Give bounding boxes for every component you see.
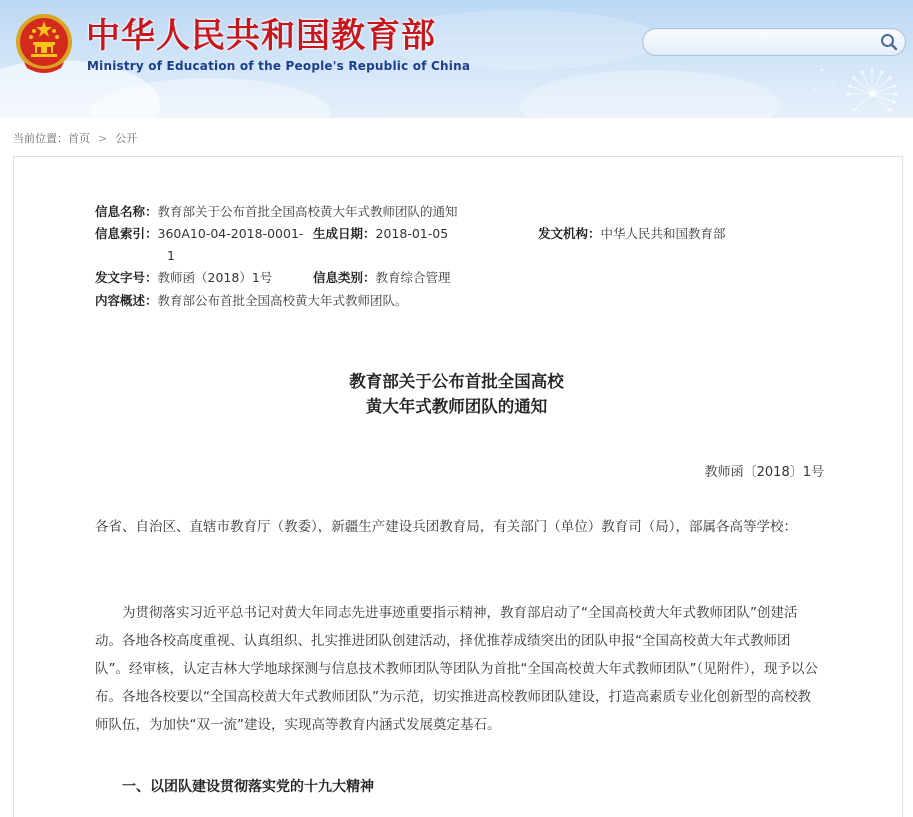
meta-label: 发文机构： bbox=[538, 226, 601, 241]
document-number: 教师函〔2018〕1号 bbox=[704, 465, 824, 480]
site-subtitle: Ministry of Education of the People's Republic of China bbox=[87, 59, 471, 73]
section-heading: 一、以团队建设贯彻落实党的十九大精神 bbox=[122, 779, 374, 795]
search-icon[interactable] bbox=[879, 32, 899, 52]
dandelion-decoration bbox=[802, 60, 912, 118]
document-title-line2: 黄大年式教师团队的通知 bbox=[365, 397, 548, 416]
document-title-line1: 教育部关于公布首批全国高校 bbox=[349, 372, 564, 391]
site-header bbox=[0, 0, 913, 118]
breadcrumb-prefix: 当前位置： bbox=[13, 132, 68, 145]
breadcrumb-separator: > bbox=[98, 132, 108, 145]
meta-value: 教育部公布首批全国高校黄大年式教师团队。 bbox=[157, 293, 408, 308]
meta-label: 信息名称： bbox=[95, 204, 158, 219]
breadcrumb-current-link[interactable]: 公开 bbox=[115, 132, 138, 145]
national-emblem-icon[interactable] bbox=[14, 12, 74, 76]
meta-value: 教育部关于公布首批全国高校黄大年式教师团队的通知 bbox=[157, 204, 458, 219]
meta-info-index-cont: 1 bbox=[167, 248, 175, 263]
meta-info-type bbox=[313, 267, 451, 289]
cloud-decoration bbox=[520, 70, 780, 118]
breadcrumb bbox=[13, 130, 137, 146]
body-paragraph: 为贯彻落实习近平总书记对黄大年同志先进事迹重要指示精神，教育部启动了“全国高校黄大年式教师团队”创建活动。各地各校高度重视、认真组织、扎实推进团队创建活动，择优推荐成绩突出的团队申报“全国高校黄大年式教师团队”。经审核，认定吉林大学地球探测与信息技术教师团队等团队为首批“全国高校黄大年式教师团队”（见附件），现予以公布。各地各校要以“全国高校黄大年式教师团队”为示范，切实推进高校教师团队建设，打造高素质专业化创新型的高校教师队伍，为加快“双一流”建设，实现高等教育内涵式发展奠定基石。 bbox=[95, 605, 818, 733]
meta-info-org bbox=[538, 223, 726, 245]
meta-value: 教育综合管理 bbox=[375, 270, 451, 285]
meta-info-summary bbox=[95, 290, 408, 312]
meta-label: 信息索引： bbox=[95, 226, 158, 241]
meta-label: 内容概述： bbox=[95, 293, 158, 308]
meta-info-date bbox=[313, 223, 448, 245]
search-box[interactable] bbox=[642, 28, 906, 56]
search-input[interactable] bbox=[655, 32, 871, 54]
meta-info-index bbox=[95, 223, 303, 245]
salutation: 各省、自治区、直辖市教育厅（教委），新疆生产建设兵团教育局，有关部门（单位）教育司（局），部属各高等学校： bbox=[95, 519, 797, 535]
meta-value: 2018-01-05 bbox=[375, 226, 449, 241]
meta-label: 生成日期： bbox=[313, 226, 376, 241]
meta-value: 360A10-04-2018-0001- bbox=[157, 226, 304, 241]
meta-info-name bbox=[95, 201, 458, 223]
breadcrumb-home-link[interactable]: 首页 bbox=[68, 132, 90, 145]
meta-value: 教师函（2018）1号 bbox=[157, 270, 273, 285]
site-title: 中华人民共和国教育部 bbox=[86, 16, 436, 56]
meta-info-docno bbox=[95, 267, 272, 289]
meta-label: 信息类别： bbox=[313, 270, 376, 285]
meta-value: 中华人民共和国教育部 bbox=[600, 226, 726, 241]
meta-label: 发文字号： bbox=[95, 270, 158, 285]
